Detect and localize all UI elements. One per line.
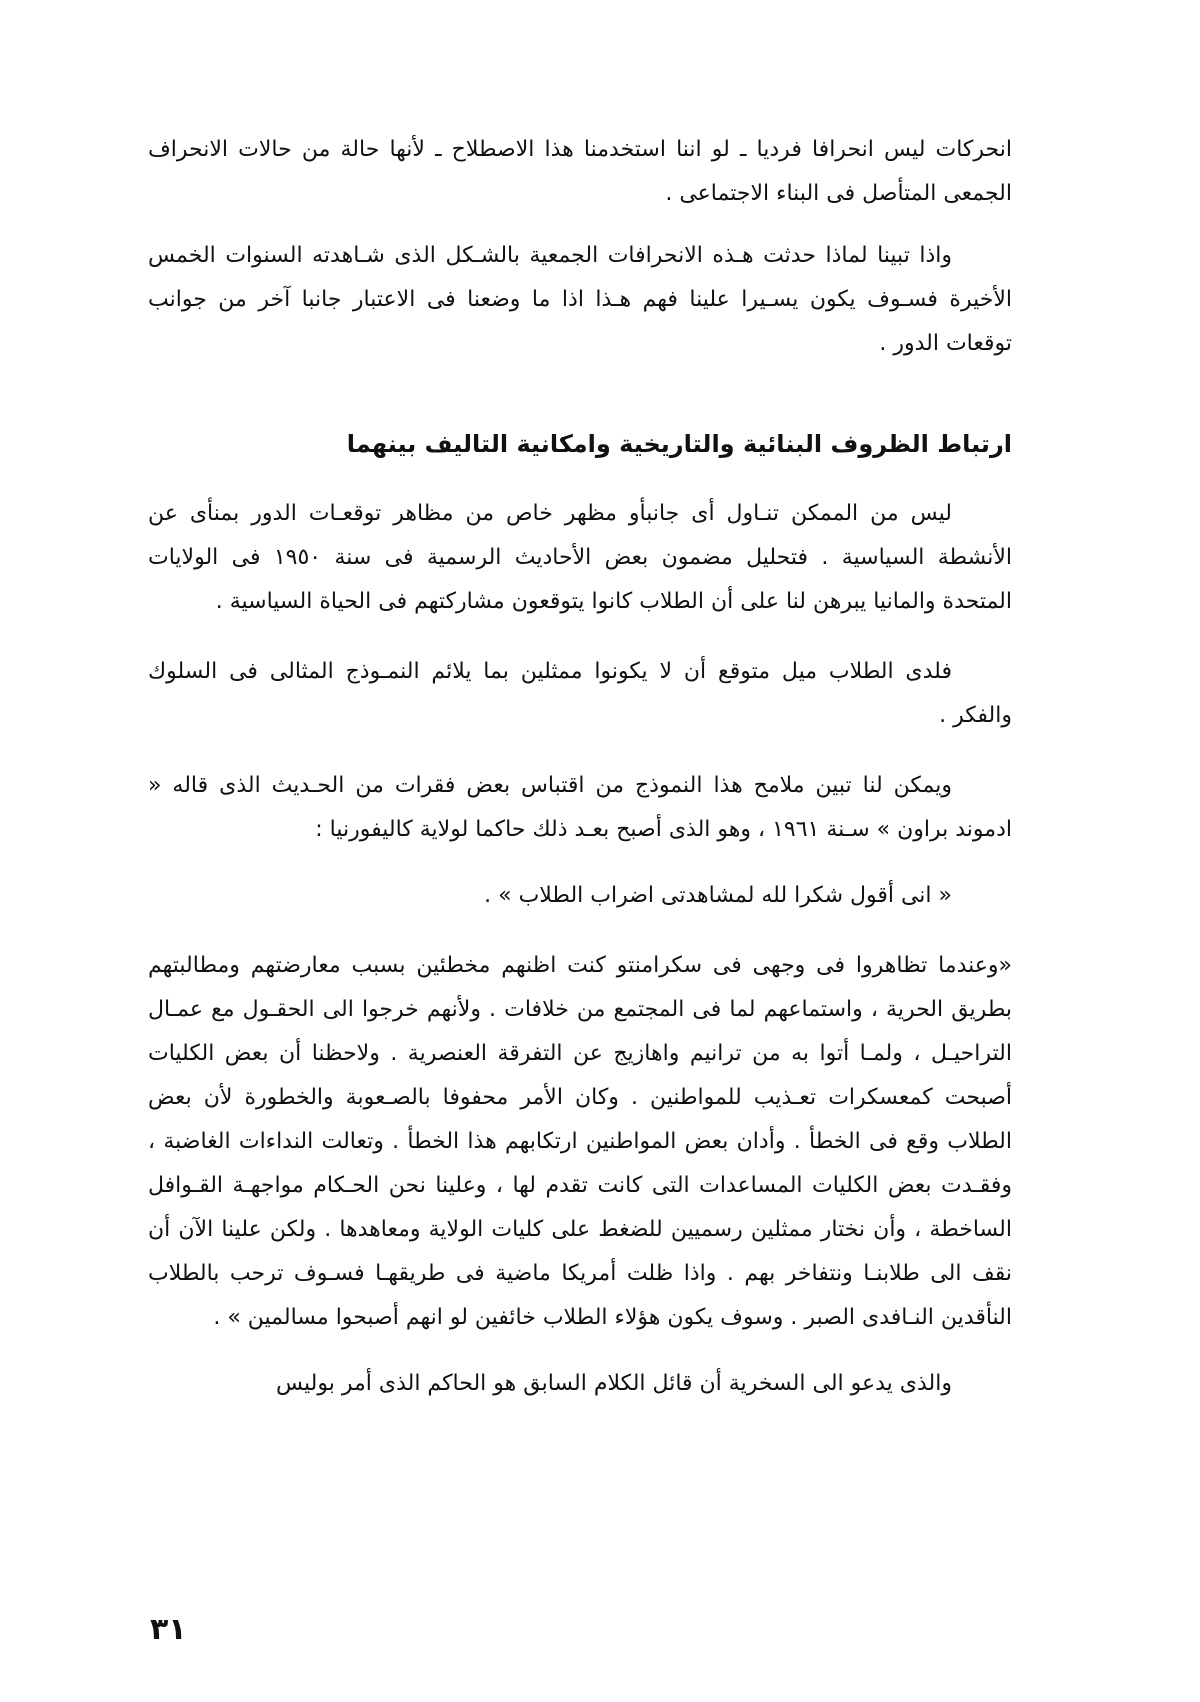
paragraph-brown-intro: ويمكن لنا تبين ملامح هذا النموذج من اقتباس بعض فقرات من الحـديث الذى قاله « ادموند براون » سـنة ١٩٦١ ، وهو الذى أصبح بعـد ذلك حاكما لولاية كاليفورنيا : <box>148 773 1012 842</box>
paragraph-deviations: واذا تبينا لماذا حدثت هـذه الانحرافات الجمعية بالشـكل الذى شـاهدته السنوات الخمس الأخيرة فسـوف يكون يسـيرا علينا فهم هـذا اذا ما وضعنا فى الاعتبار جانبا آخر من جوانب توقعات الدور . <box>148 243 1012 356</box>
page-body <box>148 128 1012 1702</box>
paragraph-irony: والذى يدعو الى السخرية أن قائل الكلام السابق هو الحاكم الذى أمر بوليس <box>275 1371 952 1396</box>
quote-short: « انى أقول شكرا لله لمشاهدتى اضراب الطلاب » . <box>484 883 952 908</box>
page-number: ٣١ <box>150 1612 187 1647</box>
paragraph-continuation: انحركات ليس انحرافا فرديا ـ لو اننا استخدمنا هذا الاصطلاح ـ لأنها حالة من حالات الانحراف الجمعى المتأصل فى البناء الاجتماعى . <box>148 137 1012 206</box>
quote-long: «وعندما تظاهروا فى وجهى فى سكرامنتو كنت اظنهم مخطئين بسبب معارضتهم ومطالبتهم بطريق الحرية ، واستماعهم لما فى المجتمع من خلافات . ولأنهم خرجوا الى الحقـول مع عمـال التراحيـل ، ولمـا أتوا به من ترانيم واهازيج عن التفرقة العنصرية . ولاحظنا أن بعض الكليات أصبحت كمعسكرات تعـذيب للمواطنين . وكان الأمر محفوفا بالصـعوبة والخطورة لأن بعض الطلاب وقع فى الخطأ . وأدان بعض المواطنين ارتكابهم هذا الخطأ . وتعالت النداءات الغاضبة ، وفقـدت بعض الكليات المساعدات التى كانت تقدم لها ، وعلينا نحن الحـكام مواجهـة القـوافل الساخطة ، وأن نختار ممثلين رسميين للضغط على كليات الولاية ومعاهدها . ولكن علينا الآن أن نقف الى طلابنـا ونتفاخر بهم . واذا ظلت أمريكا ماضية فى طريقهـا فسـوف ترحب بالطلاب النأقدين النـافدى الصبر . وسوف يكون هؤلاء الطلاب خائفين لو انهم أصبحوا مسالمين » . <box>148 953 1012 1330</box>
paragraph-role-expectations: ليس من الممكن تنـاول أى جانبأو مظهر خاص من مظاهر توقعـات الدور بمنأى عن الأنشطة السياسية . فتحليل مضمون بعض الأحاديث الرسمية فى سنة ١٩٥٠ فى الولايات المتحدة والمانيا يبرهن لنا على أن الطلاب كانوا يتوقعون مشاركتهم فى الحياة السياسية . <box>148 501 1012 614</box>
section-heading: ارتباط الظروف البنائية والتاريخية وامكانية التاليف بينهما <box>346 430 1012 458</box>
paragraph-student-tendency: فلدى الطلاب ميل متوقع أن لا يكونوا ممثلين بما يلائم النمـوذج المثالى فى السلوك والفكر . <box>148 659 1012 728</box>
